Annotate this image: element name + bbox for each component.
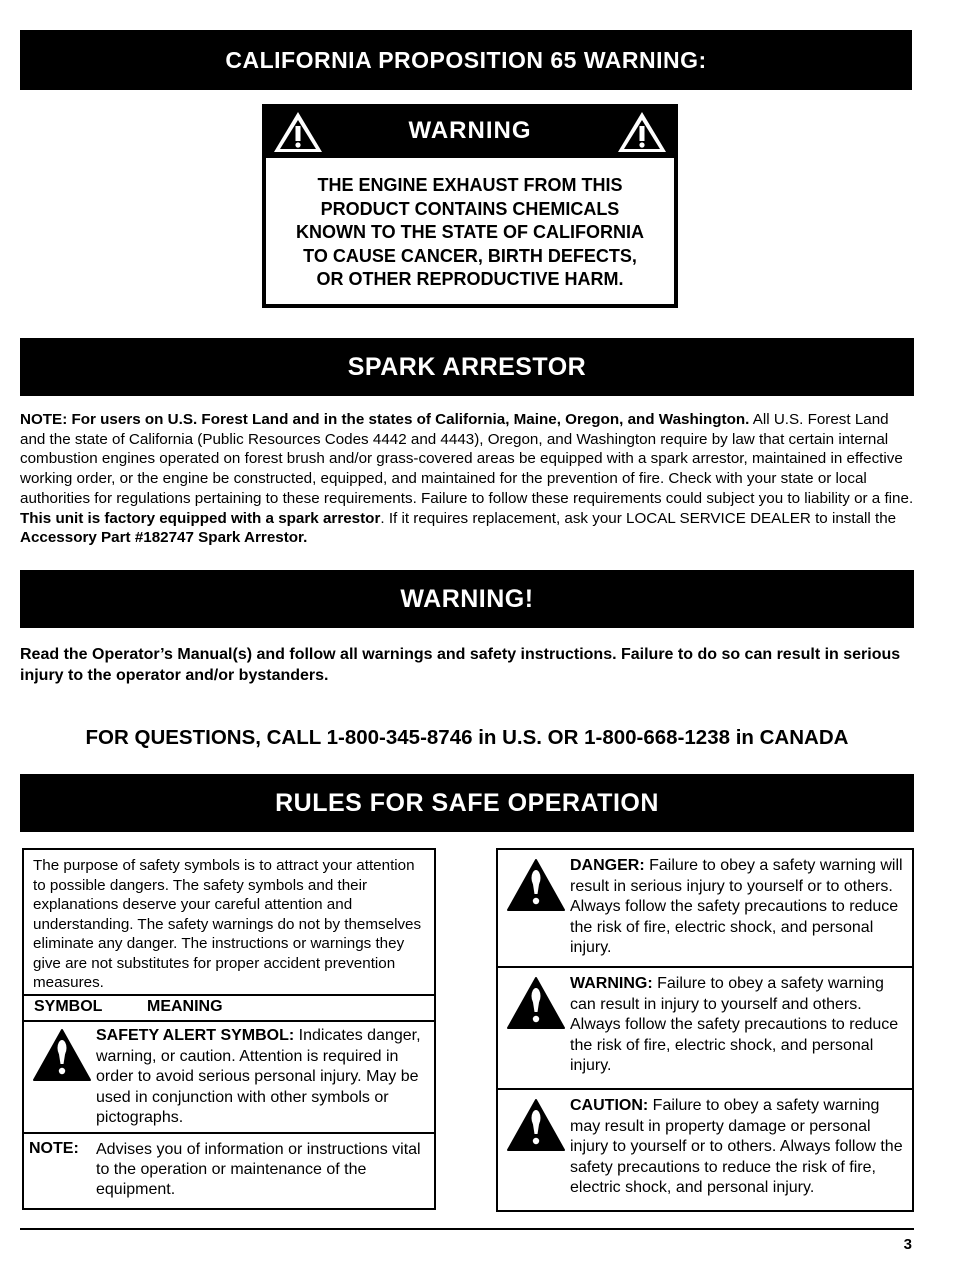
footer-divider [20,1228,914,1230]
warning-row [498,968,912,1090]
spark-arrestor-title: SPARK ARRESTOR [347,352,587,381]
caution-text: Failure to obey a safety warning may result in property damage or personal injury to yourself or to others. Always follow the safety precautions to reduce the risk of fire, electric shock, and personal injury. [570,1097,903,1196]
warning-banner-title: WARNING! [400,584,534,613]
rules-banner-title: RULES FOR SAFE OPERATION [275,788,659,817]
prop65-line: TO CAUSE CANCER, BIRTH DEFECTS, [303,245,637,266]
rules-banner [20,774,914,832]
danger-description [570,856,908,959]
safety-alert-description [96,1026,428,1129]
meaning-column-header: MEANING [147,998,223,1015]
warning-desc-text: Failure to obey a safety warning can result in injury to yourself and others. Always follow the safety precautions to reduce the risk of fire, electric shock, and personal injury. [570,975,899,1074]
warning-banner [20,570,914,628]
caution-label: CAUTION: [570,1097,649,1114]
prop65-line: PRODUCT CONTAINS CHEMICALS [320,198,620,219]
safety-symbols-intro: The purpose of safety symbols is to attract your attention to possible dangers. The safety symbols and their explanations deserve your careful attention and understanding. The safety warnings do not by themselves eliminate any danger. The instructions or warnings they give are not substitutes for proper accident prevention measures. [33,857,422,991]
caution-alert-icon [506,1098,566,1152]
warning-triangle-icon [272,110,324,154]
prop65-line: KNOWN TO THE STATE OF CALIFORNIA [296,222,644,242]
spark-note-text: All U.S. Forest Land and the state of California (Public Resources Codes 4442 and 4443), Oregon, and Washington require by law that certain internal combustion engines operated on forest brush and/or grass-covered areas be equipped with a spark arrestor, maintained in effective working order, or the engine be constructed, equipped, and maintained for the prevention of fire. Check with your state or local authorities for regulations pertaining to these requirements. Failure to follow these requirements could subject you to liability or a fine. [20,411,914,507]
spark-note-bold: NOTE: For users on U.S. Forest Land and in the states of California, Maine, Oregon, and Washington. [20,411,750,428]
warning-alert-icon [506,976,566,1030]
warning-triangle-icon [616,110,668,154]
safety-alert-label: SAFETY ALERT SYMBOL: [96,1027,295,1044]
signal-words-box [496,848,914,1212]
prop65-warning-text [266,174,674,292]
warning-description [570,974,908,1077]
warning-text: Read the Operator’s Manual(s) and follow all warnings and safety instructions. Failure to do so can result in serious injury to the operator and/or bystanders. [20,646,901,684]
spark-note-text: . If it requires replacement, ask your LOCAL SERVICE DEALER to install the [380,509,897,527]
danger-text: Failure to obey a safety warning will result in serious injury to yourself or to others. Always follow the safety precautions to reduce the risk of fire, electric shock, and personal injury. [570,857,903,956]
questions-phone-line: FOR QUESTIONS, CALL 1-800-345-8746 in U.S. OR 1-800-668-1238 in CANADA [85,726,849,749]
prop65-banner-title: CALIFORNIA PROPOSITION 65 WARNING: [225,46,707,73]
caution-description [570,1096,908,1199]
page-number: 3 [903,1236,912,1253]
safety-alert-text: Indicates danger, warning, or caution. Attention is required in order to avoid serious personal injury. May be used in conjunction with other symbols or pictographs. [96,1027,421,1126]
note-label: NOTE: [29,1140,79,1157]
safety-alert-icon [32,1028,92,1082]
prop65-warning-header [266,104,674,158]
prop65-warning-box [262,104,678,308]
prop65-warning-title: WARNING [408,117,532,144]
note-description: Advises you of information or instructions vital to the operation or maintenance of the equipment. [96,1141,421,1198]
symbol-column-header: SYMBOL [34,998,103,1015]
prop65-banner [20,30,912,90]
safety-symbols-box [22,848,436,1210]
spark-arrestor-note [20,410,914,548]
danger-row [498,850,912,968]
warning-label: WARNING: [570,975,653,992]
symbol-meaning-header [24,994,434,1022]
danger-label: DANGER: [570,857,645,874]
danger-alert-icon [506,858,566,912]
safety-alert-row [24,1020,434,1134]
prop65-line: OR OTHER REPRODUCTIVE HARM. [316,269,624,289]
spark-arrestor-banner [20,338,914,396]
spark-note-bold: Accessory Part #182747 Spark Arrestor. [20,529,308,547]
spark-note-bold: This unit is factory equipped with a spark arrestor [20,509,381,527]
caution-row [498,1090,912,1212]
prop65-line: THE ENGINE EXHAUST FROM THIS [317,175,623,195]
